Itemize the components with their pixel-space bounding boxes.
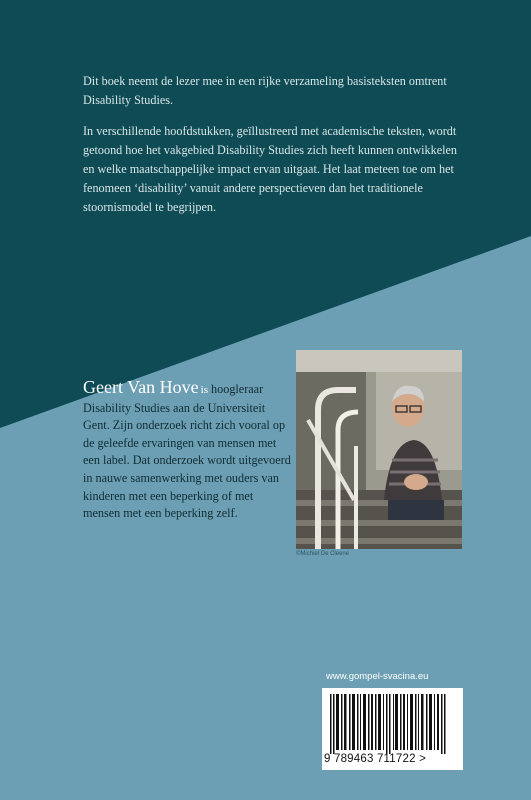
photo-credit: ©Michiel De Cleene <box>296 551 350 557</box>
isbn-number: 9 789463 711722 > <box>324 753 426 765</box>
author-name: Geert Van Hove <box>83 377 199 397</box>
blurb-paragraph-1: Dit boek neemt de lezer mee in een rijke verzameling basisteksten omtrent Disability Studies. <box>83 74 447 107</box>
publisher-url[interactable]: www.gompel-svacina.eu <box>326 671 429 682</box>
author-photo <box>296 350 462 549</box>
barcode <box>322 688 463 770</box>
author-photo-image <box>296 350 462 549</box>
author-bio <box>83 376 293 523</box>
back-cover-blurb <box>83 72 463 229</box>
author-bio-text: hoogleraar Disability Studies aan de Universiteit Gent. Zijn onderzoek richt zich vooral op de geleefde ervaringen van mensen met een label. Dat onderzoek wordt uitgevoerd in nauwe samenwerking met ouders van kinderen met een beperking of met mensen met een beperking zelf. <box>83 382 291 521</box>
blurb-paragraph-2: In verschillende hoofdstukken, geïllustreerd met academische teksten, wordt getoond hoe het vakgebied Disability Studies zich heeft kunnen ontwikkelen en welke maatschappelijke impact ervan uitgaat. Het laat meteen toe om het fenomeen ‘disability’ vanuit andere perspectieven dan het traditionele stoornismodel te begrijpen. <box>83 124 457 214</box>
author-is: is <box>200 384 208 396</box>
